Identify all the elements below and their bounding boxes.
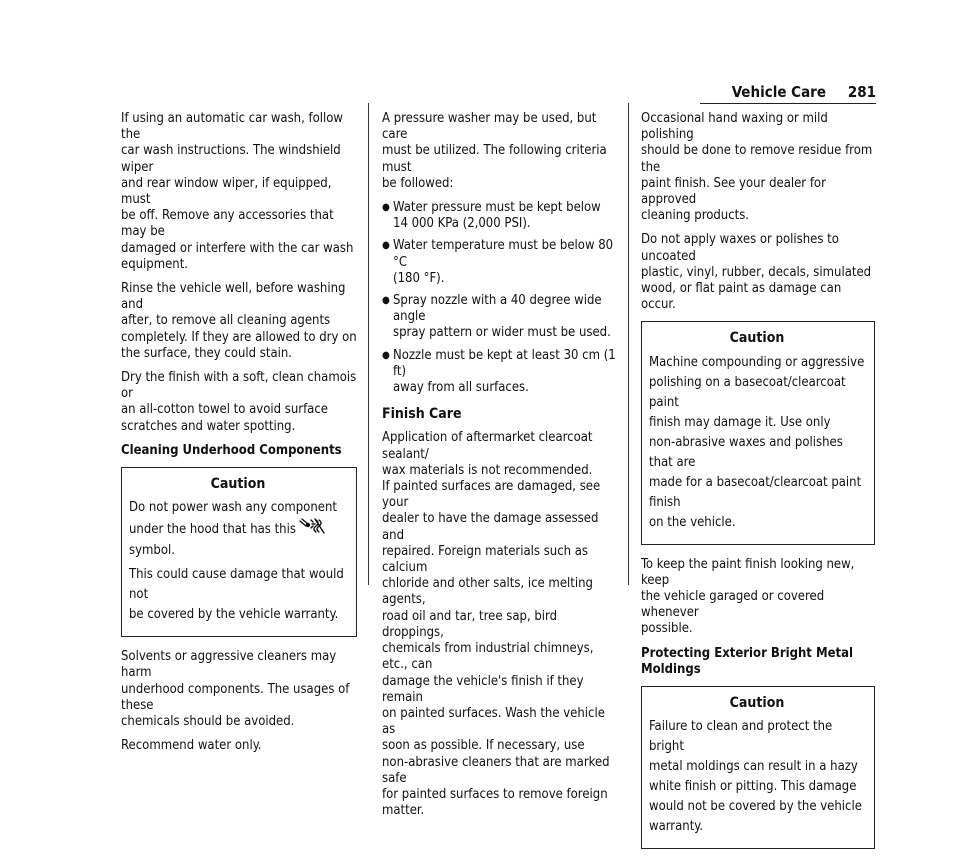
column-divider	[368, 103, 369, 585]
list-item: ● Water temperature must be below 80 °C (180 °F).	[382, 238, 614, 286]
page-number: 281	[847, 83, 876, 101]
paragraph-solvents: Solvents or aggressive cleaners may harm underhood components. The usages of these chemicals should be avoided.	[121, 649, 350, 730]
page-section-title: Vehicle Care	[731, 83, 826, 101]
paragraph-finish-care: Application of aftermarket clearcoat sealant/ wax materials is not recommended. If painted surfaces are damaged, see your dealer to have the damage assessed and repaired. Foreign materials such as calcium chloride and other salts, ice melting agents, road oil and tar, tree sap, bird droppings, chemicals from industrial chimneys, etc., can damage the vehicle's finish if they remain on painted surfaces. Wash the vehicle as soon as possible. If necessary, use non-abrasive cleaners that are marked safe for painted surfaces to remove foreign matter.	[382, 430, 610, 819]
criteria-list	[382, 200, 616, 396]
paragraph-keep-garaged: To keep the paint finish looking new, keep the vehicle garaged or covered whenever possible.	[641, 556, 855, 637]
caution-box-underhood	[121, 467, 357, 637]
page-header	[700, 80, 876, 104]
paragraph-rinse: Rinse the vehicle well, before washing and after, to remove all cleaning agents completely. If they are allowed to dry on the surface, they could stain.	[121, 281, 357, 361]
bullet-icon: ●	[382, 202, 390, 214]
caution-title: Caution	[729, 695, 785, 712]
column-3	[641, 111, 875, 861]
paragraph-dry: Dry the finish with a soft, clean chamois or an all-cotton towel to avoid surface scratches and water spotting.	[121, 370, 357, 434]
no-power-wash-icon	[299, 518, 325, 541]
column-divider	[628, 103, 629, 585]
paragraph-no-waxes: Do not apply waxes or polishes to uncoated plastic, vinyl, rubber, decals, simulated wood, or flat paint as damage can occur.	[641, 232, 872, 313]
paragraph-water-only: Recommend water only.	[121, 738, 262, 754]
caution-text: Machine compounding or aggressive polishing on a basecoat/clearcoat paint finish may damage it. Use only non-abrasive waxes and polishes that are made for a basecoat/clearcoat paint finish on the vehicle.	[649, 354, 865, 530]
section-title-finish-care: Finish Care	[382, 406, 462, 423]
caution-text: This could cause damage that would not be covered by the vehicle warranty.	[129, 567, 344, 623]
list-item: ● Water pressure must be kept below 14 000 KPa (2,000 PSI).	[382, 200, 601, 232]
caution-text: Do not power wash any component under the hood that has this symbol.	[129, 500, 337, 559]
paragraph-hand-waxing: Occasional hand waxing or mild polishing should be done to remove residue from the paint finish. See your dealer for approved cleaning products.	[641, 111, 873, 224]
caution-box-compounding	[641, 321, 875, 544]
caution-title: Caution	[210, 476, 266, 493]
caution-text: Failure to clean and protect the bright metal moldings can result in a hazy white finish or pitting. This damage would not be covered by the vehicle warranty.	[649, 719, 862, 835]
column-2	[382, 111, 616, 827]
caution-box-bright-metal	[641, 686, 875, 849]
paragraph-pressure-washer: A pressure washer may be used, but care must be utilized. The following criteria must be followed:	[382, 111, 607, 191]
header-rule	[700, 103, 876, 104]
bullet-icon: ●	[382, 295, 390, 307]
list-item: ● Nozzle must be kept at least 30 cm (1 ft) away from all surfaces.	[382, 347, 616, 396]
paragraph-car-wash: If using an automatic car wash, follow the car wash instructions. The windshield wiper and rear window wiper, if equipped, must be off. Remove any accessories that may be damaged or interfere with the car wash equipment.	[121, 111, 354, 272]
bullet-icon: ●	[382, 240, 390, 252]
subheading-bright-metal: Protecting Exterior Bright Metal Moldings	[641, 645, 854, 677]
column-1	[121, 111, 357, 762]
list-item: ● Spray nozzle with a 40 degree wide angle spray pattern or wider must be used.	[382, 293, 611, 341]
subheading-underhood: Cleaning Underhood Components	[121, 442, 342, 458]
caution-title: Caution	[729, 330, 785, 347]
bullet-icon: ●	[382, 349, 390, 361]
